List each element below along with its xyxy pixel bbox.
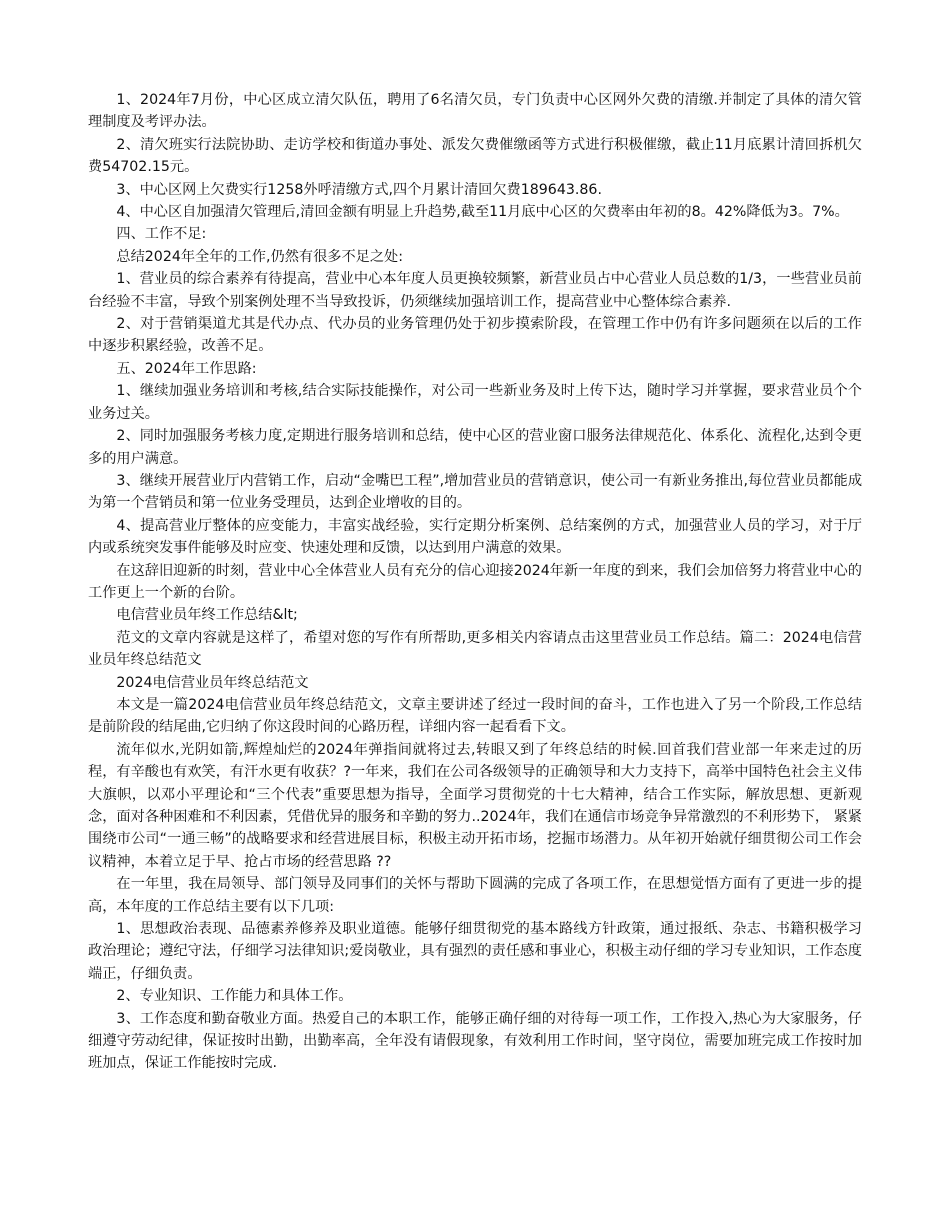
paragraph-19: 流年似水,光阴如箭,辉煌灿烂的2024年弹指间就将过去,转眼又到了年终总结的时候.回首我们营业部一年来走过的历程，有辛酸也有欢笑，有汗水更有收获？?一年来，我们在公司各级领导的正确领导和大力支持下，高举中国特色社会主义伟大旗帜，以邓小平理论和“三个代表”重要思想为指导，全面学习贯彻党的十七大精神，结合工作实际，解放思想、更新观念，面对各种困难和不利因素，凭借优异的服务和辛勤的努力..2024年，我们在通信市场竞争异常激烈的不利形势下， 紧紧围绕市公司“一通三畅”的战略要求和经营进展目标，积极主动开拓市场，挖掘市场潜力。从年初开始就仔细贯彻公司工作会议精神，本着立足于早、抢占市场的经营思路 ?? [88,741,862,870]
paragraph-22: 2、专业知识、工作能力和具体工作。 [116,988,353,1005]
paragraph-18: 本文是一篇2024电信营业员年终总结范文，文章主要讲述了经过一段时间的奋斗，工作也进入了另一个阶段,工作总结是前阶段的结尾曲,它归纳了你这段时间的心路历程，详细内容一起看看下文。 [88,696,862,736]
paragraph-16: 范文的文章内容就是这样了，希望对您的写作有所帮助,更多相关内容请点击这里营业员工作总结。篇二：2024电信营业员年终总结范文 [88,629,862,669]
paragraph-11: 2、同时加强服务考核力度,定期进行服务培训和总结，使中心区的营业窗口服务法律规范化、体系化、流程化,达到令更多的用户满意。 [88,428,862,467]
paragraph-20: 在一年里，我在局领导、部门领导及同事们的关怀与帮助下圆满的完成了各项工作，在思想觉悟方面有了更进一步的提高，本年度的工作总结主要有以下几项: [88,876,862,915]
paragraph-7: 1、营业员的综合素养有待提高，营业中心本年度人员更换较频繁，新营业员占中心营业人员总数的1/3，一些营业员前台经验不丰富，导致个别案例处理不当导致投诉，仍须继续加强培训工作，提高营业中心整体综合素养. [88,271,862,310]
paragraph-14: 在这辞旧迎新的时刻，营业中心全体营业人员有充分的信心迎接2024年新一年度的到来，我们会加倍努力将营业中心的工作更上一个新的台阶。 [88,562,862,601]
document-body [88,89,862,1075]
paragraph-21: 1、思想政治表现、品德素养修养及职业道德。能够仔细贯彻党的基本路线方针政策，通过报纸、杂志、书籍积极学习政治理论；遵纪守法，仔细学习法律知识;爱岗敬业，具有强烈的责任感和事业心，积极主动仔细的学习专业知识，工作态度端正，仔细负责。 [88,921,862,982]
paragraph-8: 2、对于营销渠道尤其是代办点、代办员的业务管理仍处于初步摸索阶段，在管理工作中仍有许多问题须在以后的工作中逐步积累经验，改善不足。 [88,316,862,355]
paragraph-15: 电信营业员年终工作总结&lt; [116,607,298,624]
paragraph-12: 3、继续开展营业厅内营销工作，启动“金嘴巴工程”,增加营业员的营销意识，使公司一有新业务推出,每位营业员都能成为第一个营销员和第一位业务受理员，达到企业增收的目的。 [88,472,863,512]
paragraph-1: 1、2024年7月份，中心区成立清欠队伍，聘用了6名清欠员，专门负责中心区网外欠费的清缴.并制定了具体的清欠管理制度及考评办法。 [88,92,862,131]
paragraph-3: 3、中心区网上欠费实行1258外呼清缴方式,四个月累计清回欠费189643.86. [116,181,602,198]
paragraph-10: 1、继续加强业务培训和考核,结合实际技能操作，对公司一些新业务及时上传下达，随时学习并掌握，要求营业员个个业务过关。 [88,383,862,422]
paragraph-2: 2、清欠班实行法院协助、走访学校和街道办事处、派发欠费催缴函等方式进行积极催缴，截止11月底累计清回拆机欠费54702.15元。 [88,136,862,176]
article-title: 2024电信营业员年终总结范文 [116,674,309,691]
paragraph-13: 4、提高营业厅整体的应变能力，丰富实战经验，实行定期分析案例、总结案例的方式，加强营业人员的学习，对于厅内或系统突发事件能够及时应变、快速处理和反馈，以达到用户满意的效果。 [88,517,862,557]
section-heading-5: 五、2024年工作思路: [116,360,257,377]
section-heading-4: 四、工作不足: [116,226,207,243]
paragraph-4: 4、中心区自加强清欠管理后,清回金额有明显上升趋势,截至11月底中心区的欠费率由年初的8。42%降低为3。7%。 [116,204,849,221]
paragraph-23: 3、工作态度和勤奋敬业方面。热爱自己的本职工作，能够正确仔细的对待每一项工作，工作投入,热心为大家服务，仔细遵守劳动纪律，保证按时出勤，出勤率高，全年没有请假现象，有效利用工作时间，坚守岗位，需要加班完成工作按时加班加点，保证工作能按时完成. [88,1010,862,1072]
paragraph-6: 总结2024年全年的工作,仍然有很多不足之处: [116,248,403,265]
